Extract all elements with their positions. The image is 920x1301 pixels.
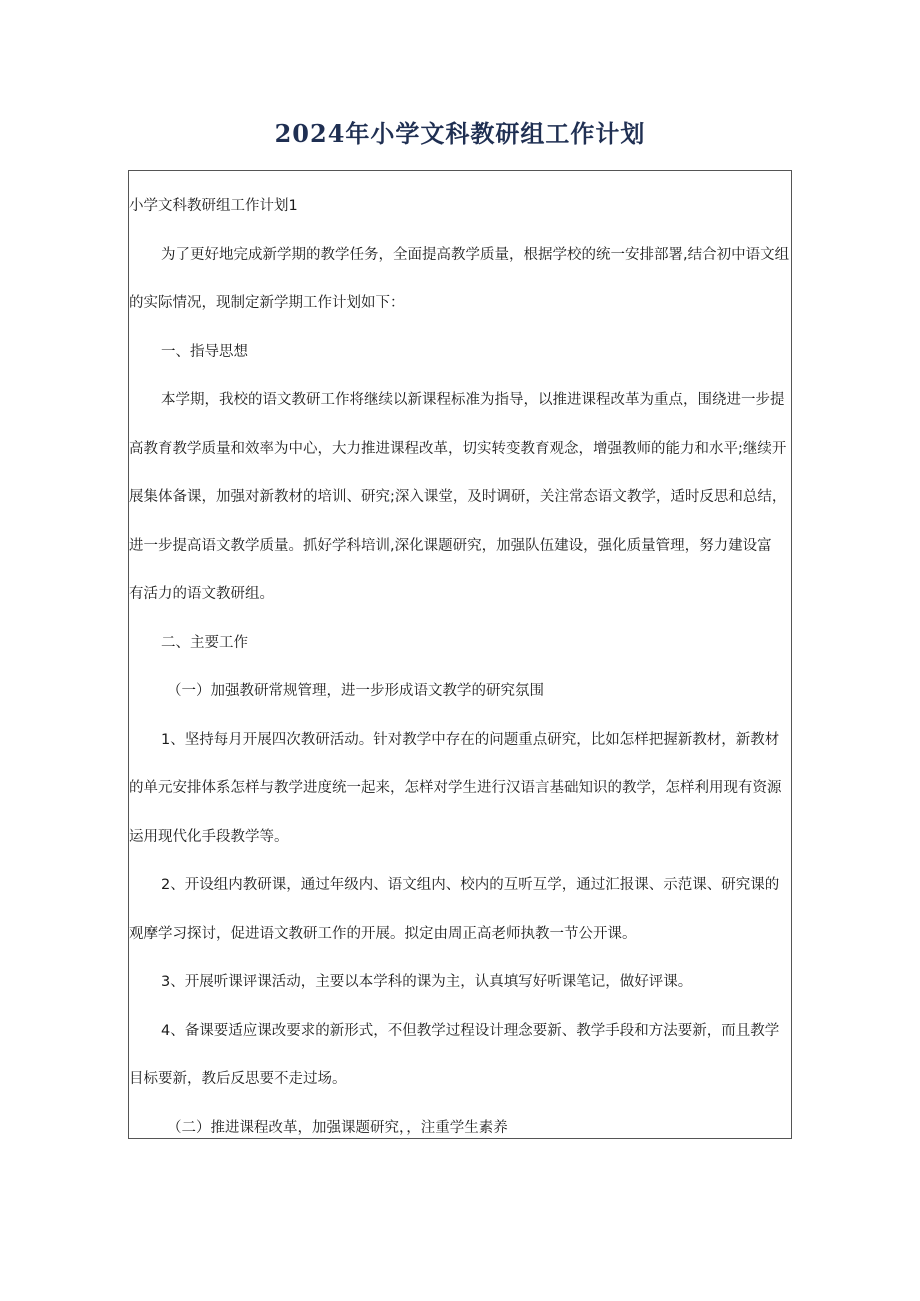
paragraph-line: 运用现代化手段教学等。	[129, 828, 289, 845]
paragraph-line: 的单元安排体系怎样与教学进度统一起来，怎样对学生进行汉语言基础知识的教学，怎样利用现有资源	[129, 780, 782, 796]
paragraph-line: 的实际情况，现制定新学期工作计划如下：	[129, 295, 405, 311]
section-heading: 一、指导思想	[161, 343, 248, 360]
paragraph-line: 进一步提高语文教学质量。抓好学科培训,深化课题研究，加强队伍建设，强化质量管理，努力建设富	[129, 537, 772, 554]
paragraph-line: 展集体备课，加强对新教材的培训、研究;深入课堂，及时调研，关注常态语文教学，适时反思和总结，	[129, 489, 787, 505]
page-title: 2024年小学文科教研组工作计划	[274, 119, 646, 148]
paragraph-line: 有活力的语文教研组。	[129, 586, 274, 602]
paragraph-line: 1、坚持每月开展四次教研活动。针对教学中存在的问题重点研究，比如怎样把握新教材，新教材	[161, 731, 780, 748]
section-heading: 二、主要工作	[161, 634, 248, 651]
paragraph-line: 本学期，我校的语文教研工作将继续以新课程标准为指导，以推进课程改革为重点，围绕进一步提	[161, 392, 785, 408]
paragraph-line: 3、开展听课评课活动，主要以本学科的课为主，认真填写好听课笔记，做好评课。	[161, 974, 693, 990]
paragraph-line: 4、备课要适应课改要求的新形式，不但教学过程设计理念要新、教学手段和方法要新，而且教学	[161, 1022, 780, 1039]
document-body	[128, 170, 792, 1139]
subsection-heading: （二）推进课程改革，加强课题研究，，注重学生素养	[167, 1119, 508, 1136]
paragraph-line: 为了更好地完成新学期的教学任务，全面提高教学质量，根据学校的统一安排部署,结合初中语文组	[161, 246, 790, 263]
paragraph-line: 观摩学习探讨，促进语文教研工作的开展。拟定由周正高老师执教一节公开课。	[129, 925, 637, 942]
paragraph-line: 2、开设组内教研课，通过年级内、语文组内、校内的互听互学，通过汇报课、示范课、研究课的	[161, 877, 780, 893]
paragraph-line: 小学文科教研组工作计划1	[129, 198, 298, 214]
subsection-heading: （一）加强教研常规管理，进一步形成语文教学的研究氛围	[167, 683, 544, 699]
paragraph-line: 高教育教学质量和效率为中心，大力推进课程改革，切实转变教育观念，增强教师的能力和水平;继续开	[129, 440, 787, 457]
paragraph-line: 目标要新，教后反思要不走过场。	[129, 1071, 347, 1087]
